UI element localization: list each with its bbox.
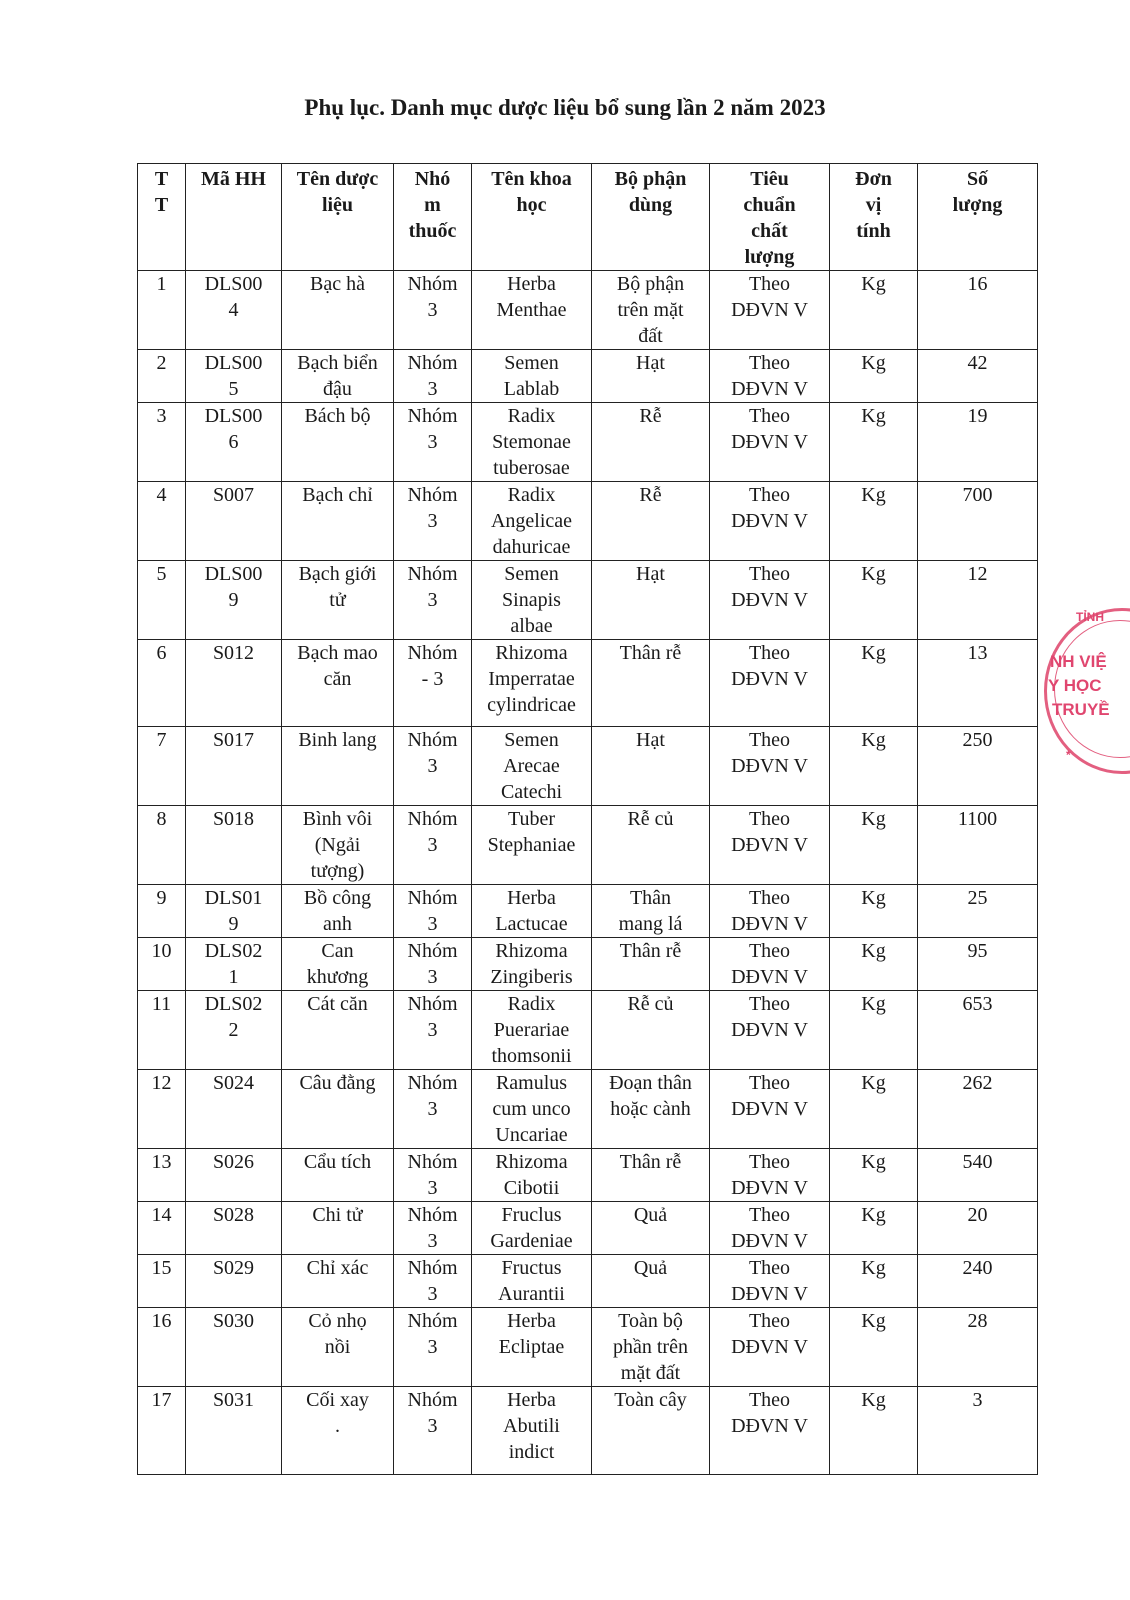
cell-col-bo-phan-dung: Đoạn thân hoặc cành: [592, 1070, 710, 1149]
table-row: [138, 1202, 1038, 1255]
cell-col-so-luong: 28: [918, 1308, 1038, 1387]
cell-col-bo-phan-dung: Toàn bộ phần trên mặt đất: [592, 1308, 710, 1387]
table-row: [138, 938, 1038, 991]
cell-col-nhom-thuoc: Nhóm 3: [394, 938, 472, 991]
cell-col-stt: 1: [138, 271, 186, 350]
cell-col-ten-duoc-lieu: Bách bộ: [282, 403, 394, 482]
table-row: [138, 1387, 1038, 1475]
stamp-text-3: Y HỌC: [1048, 676, 1102, 695]
cell-col-ten-duoc-lieu: Chi tử: [282, 1202, 394, 1255]
table-row: [138, 640, 1038, 727]
table-row: [138, 350, 1038, 403]
cell-col-don-vi-tinh: Kg: [830, 403, 918, 482]
cell-col-ma-hh: S017: [186, 727, 282, 806]
cell-col-ten-khoa-hoc: Fruclus Gardeniae: [472, 1202, 592, 1255]
cell-col-ten-duoc-lieu: Bạch biển đậu: [282, 350, 394, 403]
header-col-tieu-chuan: Tiêu chuẩn chất lượng: [710, 164, 830, 271]
cell-col-ten-khoa-hoc: Herba Menthae: [472, 271, 592, 350]
cell-col-ten-khoa-hoc: Fructus Aurantii: [472, 1255, 592, 1308]
cell-col-ten-duoc-lieu: Cối xay .: [282, 1387, 394, 1475]
cell-col-tieu-chuan: Theo DĐVN V: [710, 1149, 830, 1202]
cell-col-ten-khoa-hoc: Radix Angelicae dahuricae: [472, 482, 592, 561]
table-row: [138, 1308, 1038, 1387]
cell-col-bo-phan-dung: Rễ củ: [592, 991, 710, 1070]
cell-col-ten-khoa-hoc: Rhizoma Imperratae cylindricae: [472, 640, 592, 727]
cell-col-tieu-chuan: Theo DĐVN V: [710, 1070, 830, 1149]
cell-col-so-luong: 25: [918, 885, 1038, 938]
cell-col-tieu-chuan: Theo DĐVN V: [710, 938, 830, 991]
cell-col-tieu-chuan: Theo DĐVN V: [710, 403, 830, 482]
cell-col-bo-phan-dung: Bộ phận trên mặt đất: [592, 271, 710, 350]
cell-col-nhom-thuoc: Nhóm 3: [394, 1255, 472, 1308]
cell-col-ten-khoa-hoc: Rhizoma Zingiberis: [472, 938, 592, 991]
cell-col-bo-phan-dung: Quả: [592, 1255, 710, 1308]
cell-col-don-vi-tinh: Kg: [830, 271, 918, 350]
cell-col-tieu-chuan: Theo DĐVN V: [710, 1387, 830, 1475]
header-col-so-luong: Số lượng: [918, 164, 1038, 271]
header-col-ten-khoa-hoc: Tên khoa học: [472, 164, 592, 271]
header-col-ma-hh: Mã HH: [186, 164, 282, 271]
cell-col-stt: 15: [138, 1255, 186, 1308]
cell-col-ma-hh: S028: [186, 1202, 282, 1255]
cell-col-stt: 11: [138, 991, 186, 1070]
cell-col-ma-hh: S024: [186, 1070, 282, 1149]
cell-col-so-luong: 42: [918, 350, 1038, 403]
cell-col-tieu-chuan: Theo DĐVN V: [710, 350, 830, 403]
cell-col-tieu-chuan: Theo DĐVN V: [710, 271, 830, 350]
table-row: [138, 271, 1038, 350]
cell-col-tieu-chuan: Theo DĐVN V: [710, 885, 830, 938]
cell-col-ma-hh: DLS01 9: [186, 885, 282, 938]
cell-col-stt: 16: [138, 1308, 186, 1387]
cell-col-bo-phan-dung: Quả: [592, 1202, 710, 1255]
cell-col-stt: 10: [138, 938, 186, 991]
cell-col-bo-phan-dung: Rễ: [592, 403, 710, 482]
cell-col-don-vi-tinh: Kg: [830, 727, 918, 806]
table-row: [138, 1149, 1038, 1202]
cell-col-bo-phan-dung: Thân rễ: [592, 640, 710, 727]
table-body: [138, 271, 1038, 1475]
cell-col-don-vi-tinh: Kg: [830, 561, 918, 640]
table-row: [138, 403, 1038, 482]
cell-col-ten-khoa-hoc: Radix Stemonae tuberosae: [472, 403, 592, 482]
table-row: [138, 806, 1038, 885]
cell-col-ten-duoc-lieu: Bạch mao căn: [282, 640, 394, 727]
cell-col-nhom-thuoc: Nhóm 3: [394, 727, 472, 806]
cell-col-so-luong: 540: [918, 1149, 1038, 1202]
cell-col-bo-phan-dung: Thân mang lá: [592, 885, 710, 938]
cell-col-so-luong: 20: [918, 1202, 1038, 1255]
cell-col-ten-khoa-hoc: Semen Lablab: [472, 350, 592, 403]
cell-col-nhom-thuoc: Nhóm 3: [394, 403, 472, 482]
cell-col-so-luong: 240: [918, 1255, 1038, 1308]
cell-col-ma-hh: DLS02 2: [186, 991, 282, 1070]
cell-col-stt: 12: [138, 1070, 186, 1149]
cell-col-nhom-thuoc: Nhóm 3: [394, 885, 472, 938]
cell-col-so-luong: 250: [918, 727, 1038, 806]
cell-col-ma-hh: S007: [186, 482, 282, 561]
cell-col-bo-phan-dung: Rễ củ: [592, 806, 710, 885]
cell-col-ma-hh: S030: [186, 1308, 282, 1387]
stamp-star: *: [1066, 748, 1071, 762]
cell-col-don-vi-tinh: Kg: [830, 1387, 918, 1475]
cell-col-ten-duoc-lieu: Can khương: [282, 938, 394, 991]
cell-col-so-luong: 262: [918, 1070, 1038, 1149]
cell-col-stt: 14: [138, 1202, 186, 1255]
cell-col-don-vi-tinh: Kg: [830, 482, 918, 561]
cell-col-don-vi-tinh: Kg: [830, 1202, 918, 1255]
cell-col-ten-khoa-hoc: Radix Puerariae thomsonii: [472, 991, 592, 1070]
table-row: [138, 482, 1038, 561]
cell-col-nhom-thuoc: Nhóm 3: [394, 1149, 472, 1202]
cell-col-ma-hh: DLS00 4: [186, 271, 282, 350]
cell-col-stt: 3: [138, 403, 186, 482]
cell-col-bo-phan-dung: Rễ: [592, 482, 710, 561]
cell-col-ten-khoa-hoc: Rhizoma Cibotii: [472, 1149, 592, 1202]
cell-col-stt: 9: [138, 885, 186, 938]
cell-col-nhom-thuoc: Nhóm 3: [394, 991, 472, 1070]
cell-col-ma-hh: S012: [186, 640, 282, 727]
cell-col-tieu-chuan: Theo DĐVN V: [710, 1255, 830, 1308]
cell-col-tieu-chuan: Theo DĐVN V: [710, 991, 830, 1070]
cell-col-don-vi-tinh: Kg: [830, 640, 918, 727]
cell-col-tieu-chuan: Theo DĐVN V: [710, 561, 830, 640]
cell-col-ten-duoc-lieu: Binh lang: [282, 727, 394, 806]
cell-col-ten-duoc-lieu: Bạch chỉ: [282, 482, 394, 561]
cell-col-don-vi-tinh: Kg: [830, 991, 918, 1070]
cell-col-ma-hh: S018: [186, 806, 282, 885]
cell-col-bo-phan-dung: Thân rễ: [592, 1149, 710, 1202]
table-row: [138, 991, 1038, 1070]
cell-col-ten-khoa-hoc: Herba Ecliptae: [472, 1308, 592, 1387]
header-col-don-vi-tinh: Đơn vị tính: [830, 164, 918, 271]
cell-col-ten-duoc-lieu: Câu đằng: [282, 1070, 394, 1149]
page-title: Phụ lục. Danh mục dược liệu bổ sung lần 2 năm 2023: [304, 95, 826, 120]
cell-col-nhom-thuoc: Nhóm 3: [394, 1202, 472, 1255]
cell-col-ma-hh: S026: [186, 1149, 282, 1202]
cell-col-don-vi-tinh: Kg: [830, 885, 918, 938]
cell-col-don-vi-tinh: Kg: [830, 1149, 918, 1202]
cell-col-ma-hh: S029: [186, 1255, 282, 1308]
cell-col-don-vi-tinh: Kg: [830, 1255, 918, 1308]
cell-col-stt: 13: [138, 1149, 186, 1202]
cell-col-ten-duoc-lieu: Chỉ xác: [282, 1255, 394, 1308]
cell-col-so-luong: 700: [918, 482, 1038, 561]
table-row: [138, 561, 1038, 640]
stamp-text-2: NH VIỆ: [1050, 652, 1107, 671]
table-row: [138, 727, 1038, 806]
cell-col-tieu-chuan: Theo DĐVN V: [710, 806, 830, 885]
cell-col-ten-khoa-hoc: Semen Arecae Catechi: [472, 727, 592, 806]
cell-col-stt: 4: [138, 482, 186, 561]
stamp-text-1: TỈNH: [1076, 610, 1104, 624]
cell-col-bo-phan-dung: Hạt: [592, 727, 710, 806]
cell-col-tieu-chuan: Theo DĐVN V: [710, 1202, 830, 1255]
cell-col-stt: 17: [138, 1387, 186, 1475]
cell-col-so-luong: 1100: [918, 806, 1038, 885]
cell-col-don-vi-tinh: Kg: [830, 350, 918, 403]
cell-col-ma-hh: DLS00 9: [186, 561, 282, 640]
cell-col-nhom-thuoc: Nhóm 3: [394, 1070, 472, 1149]
cell-col-don-vi-tinh: Kg: [830, 1070, 918, 1149]
cell-col-stt: 2: [138, 350, 186, 403]
cell-col-ten-khoa-hoc: Ramulus cum unco Uncariae: [472, 1070, 592, 1149]
cell-col-stt: 6: [138, 640, 186, 727]
cell-col-tieu-chuan: Theo DĐVN V: [710, 640, 830, 727]
cell-col-stt: 5: [138, 561, 186, 640]
cell-col-ma-hh: DLS00 6: [186, 403, 282, 482]
cell-col-don-vi-tinh: Kg: [830, 938, 918, 991]
cell-col-bo-phan-dung: Hạt: [592, 561, 710, 640]
cell-col-so-luong: 13: [918, 640, 1038, 727]
cell-col-don-vi-tinh: Kg: [830, 1308, 918, 1387]
cell-col-ten-duoc-lieu: Cát căn: [282, 991, 394, 1070]
cell-col-nhom-thuoc: Nhóm 3: [394, 350, 472, 403]
cell-col-nhom-thuoc: Nhóm 3: [394, 806, 472, 885]
table-row: [138, 885, 1038, 938]
table-header-row: [138, 164, 1038, 271]
cell-col-ma-hh: S031: [186, 1387, 282, 1475]
cell-col-ten-duoc-lieu: Cẩu tích: [282, 1149, 394, 1202]
cell-col-nhom-thuoc: Nhóm 3: [394, 1387, 472, 1475]
cell-col-ten-khoa-hoc: Herba Abutili indict: [472, 1387, 592, 1475]
cell-col-so-luong: 19: [918, 403, 1038, 482]
cell-col-ten-khoa-hoc: Tuber Stephaniae: [472, 806, 592, 885]
cell-col-ten-khoa-hoc: Semen Sinapis albae: [472, 561, 592, 640]
header-col-bo-phan-dung: Bộ phận dùng: [592, 164, 710, 271]
cell-col-nhom-thuoc: Nhóm - 3: [394, 640, 472, 727]
cell-col-tieu-chuan: Theo DĐVN V: [710, 727, 830, 806]
cell-col-ten-duoc-lieu: Cỏ nhọ nồi: [282, 1308, 394, 1387]
cell-col-ma-hh: DLS02 1: [186, 938, 282, 991]
table-row: [138, 1070, 1038, 1149]
cell-col-so-luong: 3: [918, 1387, 1038, 1475]
table-row: [138, 1255, 1038, 1308]
cell-col-nhom-thuoc: Nhóm 3: [394, 561, 472, 640]
cell-col-ten-duoc-lieu: Bình vôi (Ngải tượng): [282, 806, 394, 885]
cell-col-so-luong: 653: [918, 991, 1038, 1070]
cell-col-tieu-chuan: Theo DĐVN V: [710, 1308, 830, 1387]
cell-col-nhom-thuoc: Nhóm 3: [394, 482, 472, 561]
cell-col-tieu-chuan: Theo DĐVN V: [710, 482, 830, 561]
cell-col-ten-duoc-lieu: Bồ công anh: [282, 885, 394, 938]
red-seal-stamp: [1040, 600, 1130, 780]
stamp-text-4: TRUYỀ: [1052, 700, 1110, 719]
cell-col-ten-duoc-lieu: Bạc hà: [282, 271, 394, 350]
cell-col-nhom-thuoc: Nhóm 3: [394, 271, 472, 350]
cell-col-so-luong: 95: [918, 938, 1038, 991]
cell-col-so-luong: 16: [918, 271, 1038, 350]
cell-col-stt: 7: [138, 727, 186, 806]
cell-col-bo-phan-dung: Toàn cây: [592, 1387, 710, 1475]
cell-col-nhom-thuoc: Nhóm 3: [394, 1308, 472, 1387]
cell-col-ma-hh: DLS00 5: [186, 350, 282, 403]
cell-col-ten-khoa-hoc: Herba Lactucae: [472, 885, 592, 938]
cell-col-ten-duoc-lieu: Bạch giới tử: [282, 561, 394, 640]
cell-col-so-luong: 12: [918, 561, 1038, 640]
header-col-nhom-thuoc: Nhó m thuốc: [394, 164, 472, 271]
header-col-ten-duoc-lieu: Tên dược liệu: [282, 164, 394, 271]
cell-col-don-vi-tinh: Kg: [830, 806, 918, 885]
cell-col-bo-phan-dung: Hạt: [592, 350, 710, 403]
cell-col-bo-phan-dung: Thân rễ: [592, 938, 710, 991]
header-col-stt: T T: [138, 164, 186, 271]
herbal-list-table: [137, 163, 1038, 1475]
cell-col-stt: 8: [138, 806, 186, 885]
